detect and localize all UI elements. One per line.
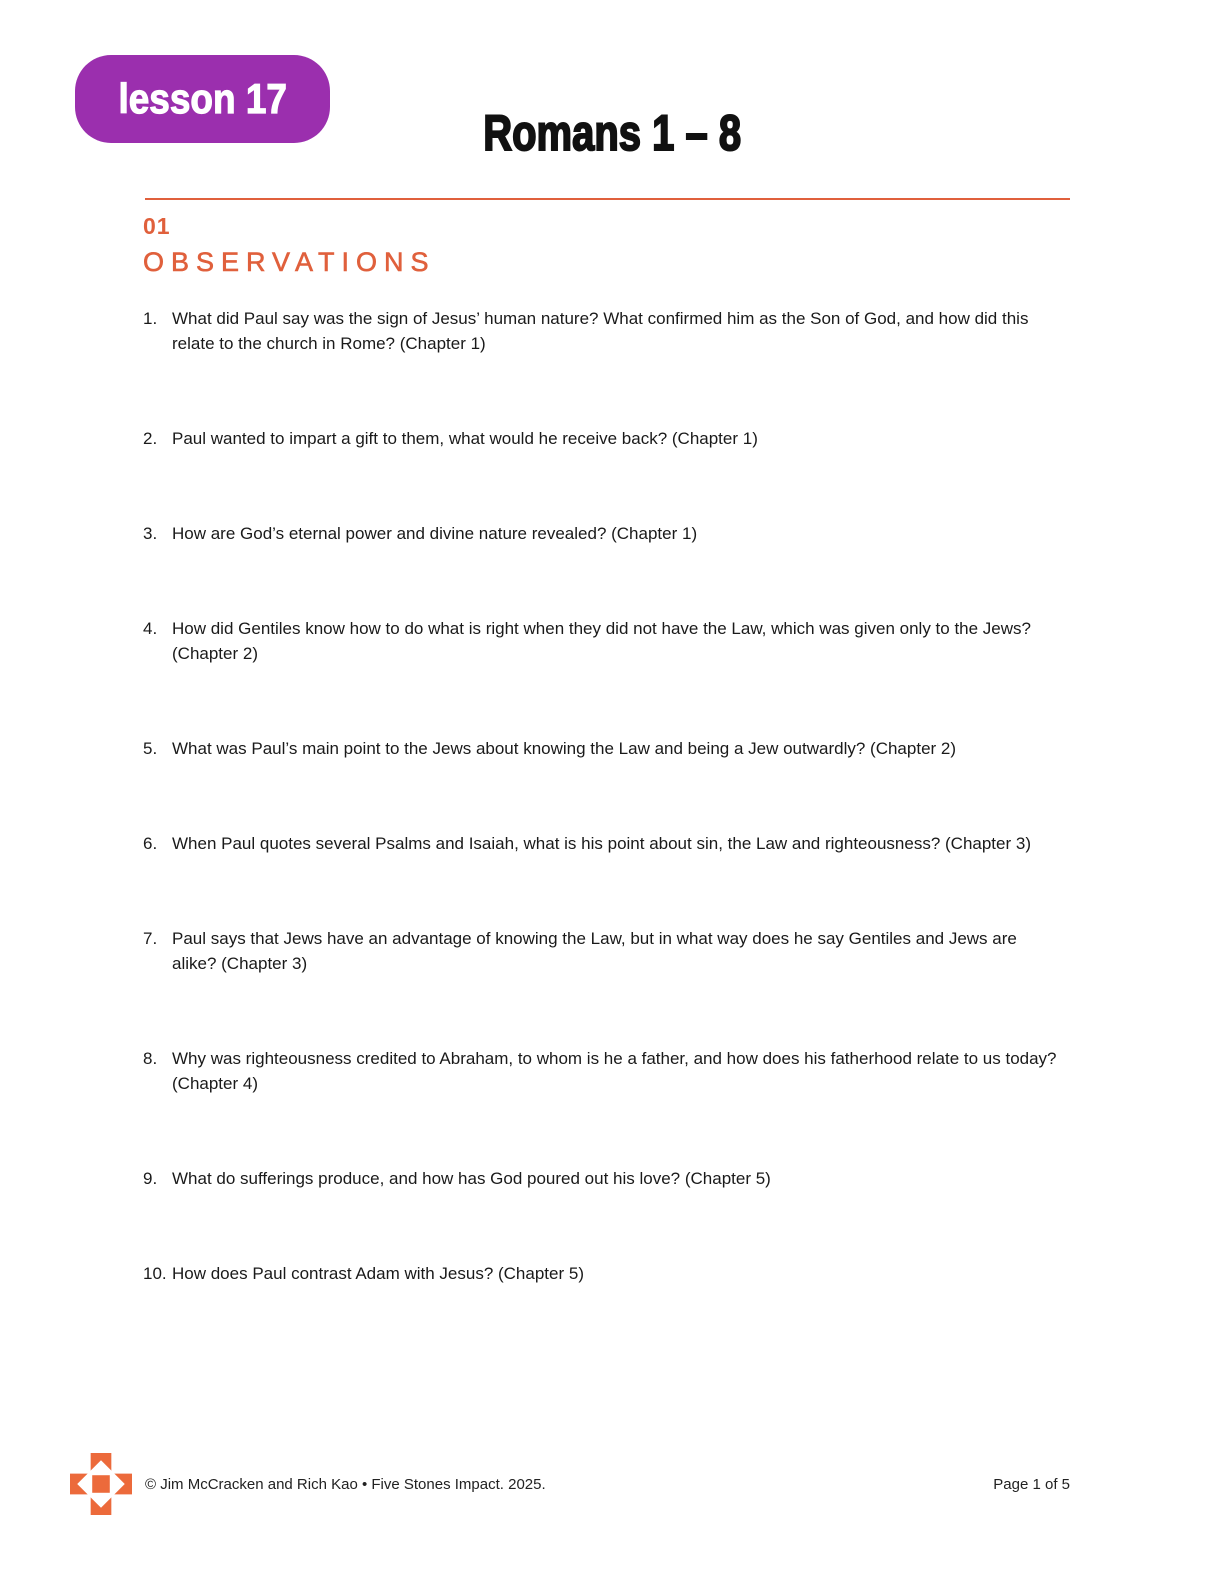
footer-left [70, 1452, 546, 1516]
question-number: 4. [143, 619, 158, 638]
question-item [143, 736, 1061, 761]
question-text: How are God’s eternal power and divine nature revealed? (Chapter 1) [172, 524, 698, 543]
question-text: How did Gentiles know how to do what is right when they did not have the Law, which was given only to the Jews? (Chapter 2) [172, 619, 1031, 663]
section-header [143, 213, 436, 278]
question-text: How does Paul contrast Adam with Jesus? (Chapter 5) [172, 1264, 584, 1283]
question-number: 5. [143, 739, 158, 758]
section-heading: OBSERVATIONS [143, 247, 436, 277]
question-text: Why was righteousness credited to Abraham, to whom is he a father, and how does his fatherhood relate to us today? (Chapter 4) [172, 1049, 1057, 1093]
question-number: 10. [143, 1264, 167, 1283]
copyright-text: © Jim McCracken and Rich Kao • Five Stones Impact. 2025. [145, 1475, 546, 1493]
question-item [143, 926, 1061, 976]
question-text: Paul wanted to impart a gift to them, what would he receive back? (Chapter 1) [172, 429, 758, 448]
question-item [143, 1166, 1061, 1191]
page-number: Page 1 of 5 [993, 1475, 1070, 1493]
question-number: 9. [143, 1169, 158, 1188]
page-title-text: Romans 1 – 8 [483, 105, 741, 161]
question-item [143, 1261, 1061, 1286]
page-title [0, 104, 1224, 162]
question-item [143, 616, 1061, 666]
question-number: 3. [143, 524, 158, 543]
questions-list [143, 306, 1061, 1356]
question-item [143, 306, 1061, 356]
question-text: What do sufferings produce, and how has God poured out his love? (Chapter 5) [172, 1169, 771, 1188]
question-text: What did Paul say was the sign of Jesus’ human nature? What confirmed him as the Son of God, and how did this relate to the church in Rome? (Chapter 1) [172, 309, 1029, 353]
question-text: When Paul quotes several Psalms and Isaiah, what is his point about sin, the Law and righteousness? (Chapter 3) [172, 834, 1031, 853]
question-number: 2. [143, 429, 158, 448]
question-number: 6. [143, 834, 158, 853]
question-number: 8. [143, 1049, 158, 1068]
question-text: What was Paul’s main point to the Jews about knowing the Law and being a Jew outwardly? (Chapter 2) [172, 739, 957, 758]
page-footer [70, 1452, 1070, 1516]
five-stones-cross-logo-icon [70, 1452, 132, 1516]
lesson-badge-label: lesson 17 [118, 75, 287, 122]
question-item [143, 1046, 1061, 1096]
question-text: Paul says that Jews have an advantage of knowing the Law, but in what way does he say Gentiles and Jews are alike? (Chapter 3) [172, 929, 1017, 973]
section-divider [145, 198, 1070, 200]
question-item [143, 831, 1061, 856]
question-item [143, 426, 1061, 451]
question-item [143, 521, 1061, 546]
question-number: 1. [143, 309, 158, 328]
section-number: 01 [143, 213, 171, 239]
question-number: 7. [143, 929, 158, 948]
